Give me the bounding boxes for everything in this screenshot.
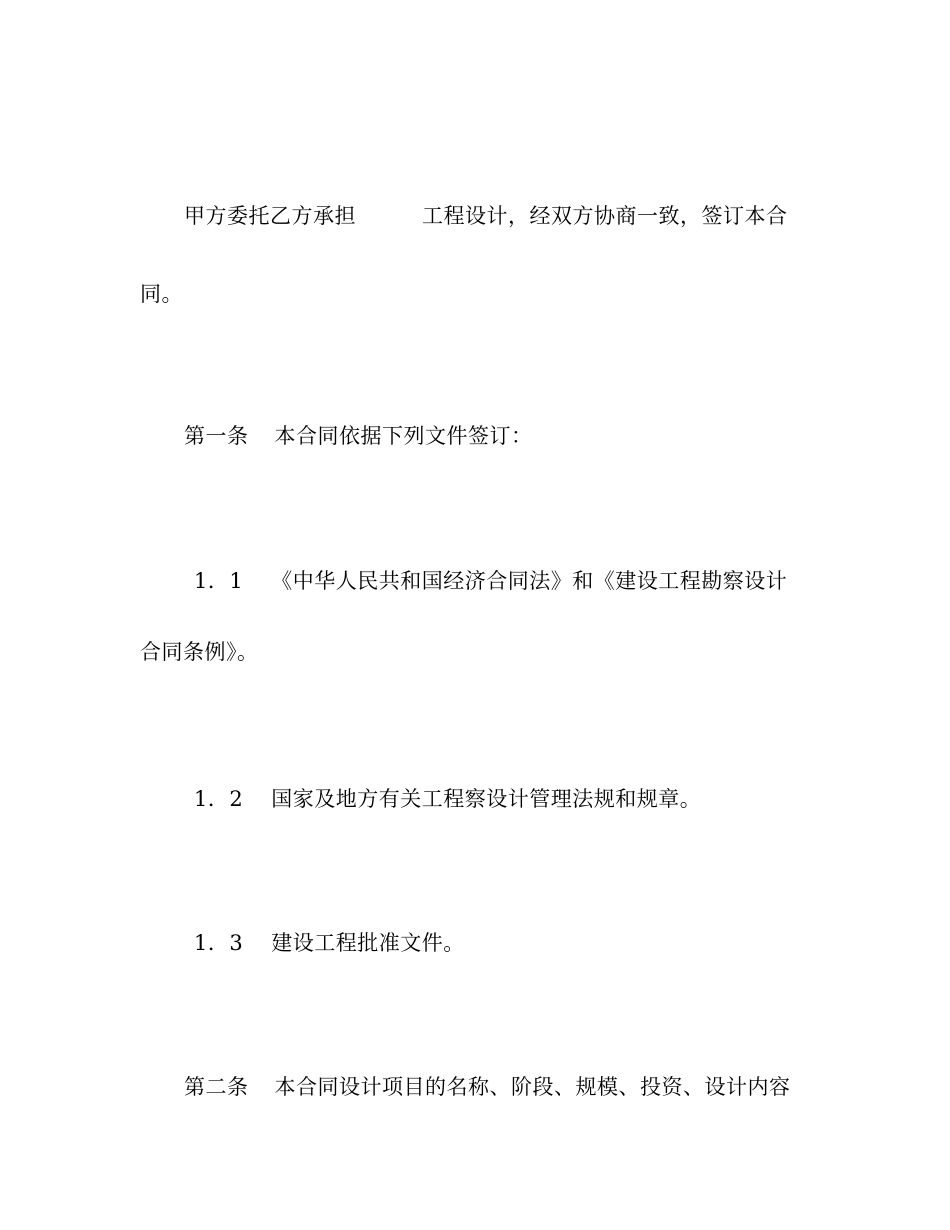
article-2-label: 第二条 — [184, 1075, 249, 1099]
intro-text-part-2: 工程设计，经双方协商一致，签订本合 — [422, 204, 788, 228]
clause-1-2 — [184, 784, 701, 814]
clause-1-1-text-line-1: 《中华人民共和国经济合同法》和《建设工程勘察设计 — [271, 569, 788, 593]
paragraph-intro-line-2 — [140, 279, 183, 309]
clause-1-1-number-b: 1 — [229, 569, 244, 593]
clause-1-1-line-1 — [184, 566, 787, 596]
article-1-text: 本合同依据下列文件签订： — [274, 424, 533, 448]
clause-1-2-text: 国家及地方有关工程察设计管理法规和规章。 — [271, 787, 702, 811]
intro-text-part-1: 甲方委托乙方承担 — [184, 204, 356, 228]
clause-1-1-dot: ． — [207, 569, 230, 593]
clause-1-3-number-a: 1 — [194, 931, 208, 955]
article-2-text: 本合同设计项目的名称、阶段、规模、投资、设计内容 — [274, 1075, 791, 1099]
article-1-heading — [184, 421, 533, 451]
intro-text-line-2: 同。 — [140, 282, 183, 306]
paragraph-intro-line-1 — [184, 201, 788, 231]
clause-1-1-line-2 — [140, 637, 259, 667]
article-2-heading — [184, 1072, 791, 1102]
clause-1-3-dot: ． — [207, 931, 230, 955]
article-1-label: 第一条 — [184, 424, 249, 448]
clause-1-3-text: 建设工程批准文件。 — [271, 931, 465, 955]
clause-1-1-text-line-2: 合同条例》。 — [140, 640, 259, 664]
clause-1-2-number-b: 2 — [229, 787, 244, 811]
clause-1-2-number-a: 1 — [194, 787, 208, 811]
clause-1-3 — [184, 928, 465, 958]
clause-1-2-dot: ． — [207, 787, 230, 811]
clause-1-1-number-a: 1 — [194, 569, 208, 593]
clause-1-3-number-b: 3 — [229, 931, 244, 955]
